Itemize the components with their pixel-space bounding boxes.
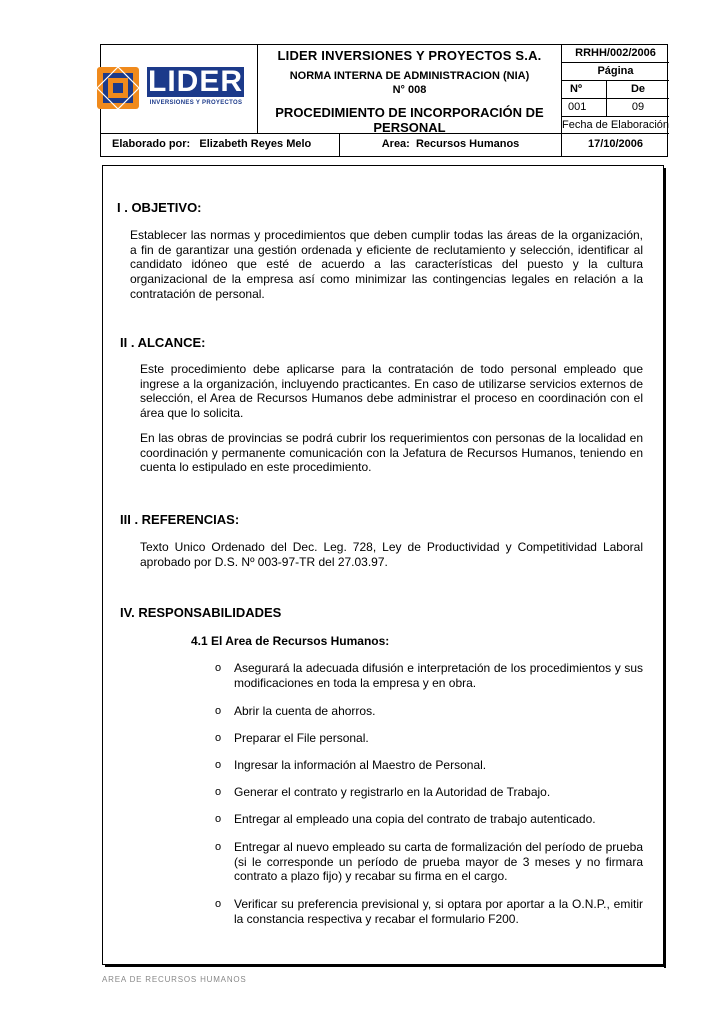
- company-name: LIDER INVERSIONES Y PROYECTOS S.A.: [277, 48, 542, 63]
- area-value: Recursos Humanos: [415, 138, 520, 150]
- bullet-marker: o: [215, 759, 222, 771]
- norma-number: N° 008: [392, 84, 427, 96]
- frame-shadow: [105, 965, 666, 967]
- list-item: o Generar el contrato y registrarlo en la Autoridad de Trabajo.: [215, 785, 551, 799]
- bullet-marker: o: [215, 662, 222, 674]
- bullet-marker: o: [215, 786, 222, 798]
- elaborado-label: Elaborado por:: [112, 138, 191, 150]
- referencias-text: Texto Unico Ordenado del Dec. Leg. 728, Ley de Productividad y Competitividad Laboral aprobado por D.S. Nº 003-97-TR del 27.03.97.: [140, 540, 643, 569]
- list-item: o Entregar al nuevo empleado su carta de formalización del período de prueba (si le corresponde un período de prueba mayor de 3 meses y no firmara contrato a plazo fijo) y recabar su firma en el cargo.: [215, 840, 643, 884]
- page-total-label: De: [607, 81, 669, 99]
- area-field: [340, 134, 562, 156]
- subsection-title-rrhh: 4.1 El Area de Recursos Humanos:: [191, 634, 390, 648]
- list-item: o Entregar al empleado una copia del contrato de trabajo autenticado.: [215, 812, 596, 826]
- document-code: RRHH/002/2006: [562, 45, 669, 63]
- procedure-title: PROCEDIMIENTO DE INCORPORACIÓN DE PERSONAL: [275, 105, 544, 135]
- bullet-marker: o: [215, 705, 222, 717]
- alcance-text-1: Este procedimiento debe aplicarse para la contratación de todo personal empleado que ingrese a la organización, incluyendo practicantes. En caso de utilizarse servicios externos de selección, el Area de Recursos Humanos debe administrar el proceso en coordinación con el área que lo solicita.: [140, 362, 643, 421]
- list-item: o Verificar su preferencia previsional y, si optara por aportar a la O.N.P., emitir la constancia respectiva y recabar el formulario F200.: [215, 897, 643, 926]
- page-number-label: Nº: [562, 81, 607, 99]
- section-title-objetivo: I . OBJETIVO:: [117, 200, 202, 215]
- section-title-responsabilidades: IV. RESPONSABILIDADES: [120, 605, 282, 620]
- list-item: o Abrir la cuenta de ahorros.: [215, 704, 376, 718]
- section-title-alcance: II . ALCANCE:: [120, 335, 206, 350]
- bullet-marker: o: [215, 732, 222, 744]
- logo-cell: [101, 45, 258, 134]
- page-footer: AREA DE RECURSOS HUMANOS: [102, 975, 247, 984]
- logo-tagline: INVERSIONES Y PROYECTOS: [149, 100, 243, 106]
- page-total-value: 09: [607, 99, 669, 117]
- document-header-table: [100, 44, 668, 157]
- title-cell: [258, 45, 562, 134]
- bullet-marker: o: [215, 841, 222, 853]
- area-label: Area:: [381, 138, 410, 150]
- objetivo-text: Establecer las normas y procedimientos que deben cumplir todas las áreas de la organización, a fin de garantizar una gestión ordenada y eficiente de reclutamiento y selección, identificar al candidato idóneo que esté de acuerdo a las características del puesto y la cultura organizacional de la empresa así como minimizar las contingencias legales en relación a la contratación de personal.: [130, 228, 643, 301]
- norma-title: NORMA INTERNA DE ADMINISTRACION (NIA): [289, 70, 530, 82]
- list-item: o Ingresar la información al Maestro de Personal.: [215, 758, 487, 772]
- list-item: o Asegurará la adecuada difusión e interpretación de los procedimientos y sus modificaciones en toda la empresa y en obra.: [215, 661, 643, 690]
- elaborado-value: Elizabeth Reyes Melo: [199, 138, 312, 150]
- frame-shadow: [664, 168, 666, 968]
- logo-wordmark: LIDER: [148, 65, 243, 98]
- section-title-referencias: III . REFERENCIAS:: [120, 512, 240, 527]
- bullet-marker: o: [215, 813, 222, 825]
- pagina-label: Página: [562, 63, 669, 81]
- logo-emblem-icon: [95, 65, 141, 111]
- fecha-elaboracion-value: 17/10/2006: [587, 138, 644, 150]
- alcance-text-2: En las obras de provincias se podrá cubrir los requerimientos con personas de la localidad en coordinación y permanente comunicación con la Jefatura de Recursos Humanos, teniendo en cuenta lo estipulado en este procedimiento.: [140, 431, 643, 475]
- page-number-value: 001: [562, 99, 607, 117]
- bullet-marker: o: [215, 898, 222, 910]
- fecha-elaboracion-label: Fecha de Elaboración: [562, 117, 669, 134]
- elaborado-por: [101, 134, 340, 156]
- list-item: o Preparar el File personal.: [215, 731, 369, 745]
